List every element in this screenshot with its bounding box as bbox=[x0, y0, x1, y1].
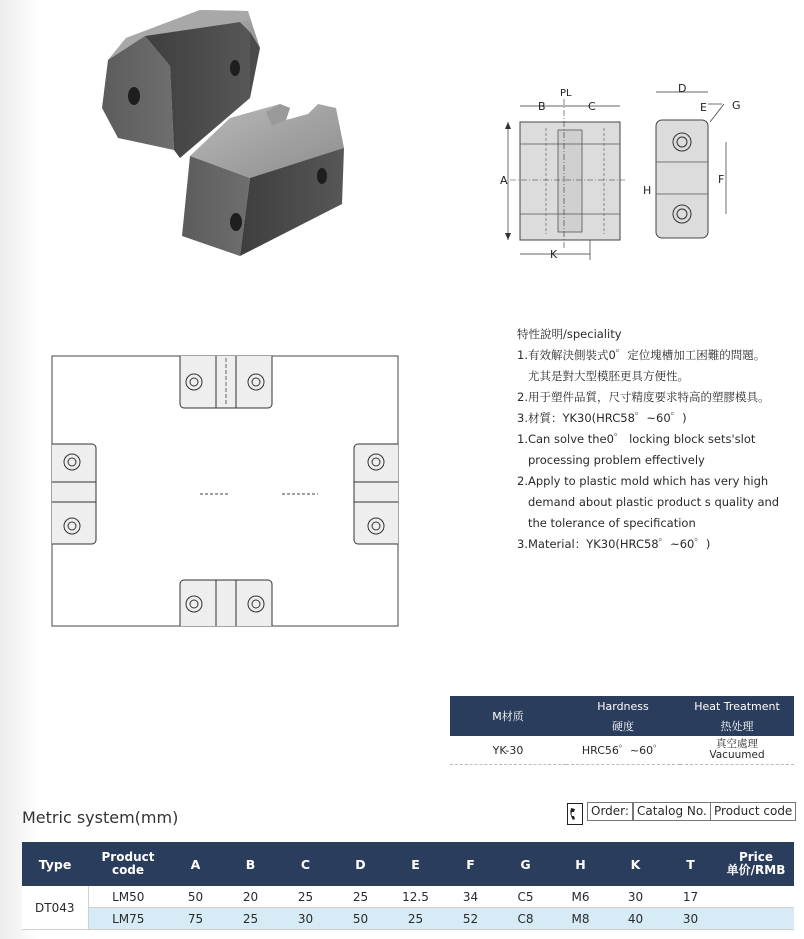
header-k: K bbox=[608, 842, 663, 886]
product-code-cell: LM75 bbox=[88, 908, 168, 930]
c-cell: 25 bbox=[278, 886, 333, 908]
heat-value-en: Vacuumed bbox=[709, 749, 765, 761]
label-k: K bbox=[550, 248, 558, 261]
header-a: A bbox=[168, 842, 223, 886]
heat-value bbox=[680, 736, 794, 765]
phone-icon bbox=[567, 803, 583, 825]
d-cell: 25 bbox=[333, 886, 388, 908]
header-product-code-line2: code bbox=[111, 863, 145, 877]
heat-header: Heat Treatment bbox=[680, 696, 794, 716]
spec-line: demand about plastic product s quality and bbox=[528, 495, 780, 509]
spec-line: 1.Can solve the0゜ locking block sets'slot bbox=[517, 432, 756, 446]
order-label: Order: bbox=[587, 802, 633, 821]
t-cell: 17 bbox=[663, 886, 718, 908]
f-cell: 34 bbox=[443, 886, 498, 908]
header-price-line2: 单价/RMB bbox=[726, 863, 786, 877]
header-type: Type bbox=[22, 842, 88, 886]
header-d: D bbox=[333, 842, 388, 886]
h-cell: M6 bbox=[553, 886, 608, 908]
spec-title: 特性說明/speciality bbox=[517, 327, 622, 341]
mold-layout-drawing bbox=[50, 354, 402, 632]
spec-line: 2.Apply to plastic mold which has very high bbox=[517, 474, 769, 488]
product-code-label: Product code bbox=[710, 802, 796, 821]
c-cell: 30 bbox=[278, 908, 333, 930]
spec-line: 3.材質：YK30(HRC58゜~60゜) bbox=[517, 411, 687, 425]
label-pl: PL bbox=[560, 88, 572, 99]
header-c: C bbox=[278, 842, 333, 886]
g-cell: C5 bbox=[498, 886, 553, 908]
label-b: B bbox=[538, 100, 546, 113]
spec-line: 2.用于塑件品質，尺寸精度要求特高的塑膠模具。 bbox=[517, 390, 770, 404]
a-cell: 50 bbox=[168, 886, 223, 908]
label-c: C bbox=[588, 100, 596, 113]
g-cell: C8 bbox=[498, 908, 553, 930]
side-view-drawing bbox=[640, 82, 760, 252]
label-g: G bbox=[732, 99, 741, 112]
t-cell: 30 bbox=[663, 908, 718, 930]
metric-system-title: Metric system(mm) bbox=[22, 808, 179, 827]
material-value: YK-30 bbox=[450, 736, 566, 765]
product-photo bbox=[90, 8, 360, 263]
k-cell: 40 bbox=[608, 908, 663, 930]
header-g: G bbox=[498, 842, 553, 886]
heat-sub-header: 热处理 bbox=[680, 716, 794, 736]
e-cell: 12.5 bbox=[388, 886, 443, 908]
header-t: T bbox=[663, 842, 718, 886]
header-f: F bbox=[443, 842, 498, 886]
header-product-code bbox=[88, 842, 168, 886]
dimensions-table bbox=[22, 842, 794, 930]
k-cell: 30 bbox=[608, 886, 663, 908]
front-view-drawing bbox=[500, 84, 630, 264]
spec-line: processing problem effectively bbox=[528, 453, 705, 467]
d-cell: 50 bbox=[333, 908, 388, 930]
label-a: A bbox=[500, 174, 508, 187]
type-cell: DT043 bbox=[22, 886, 88, 930]
catalog-no-label: Catalog No. bbox=[633, 802, 711, 821]
h-cell: M8 bbox=[553, 908, 608, 930]
price-cell bbox=[718, 886, 794, 908]
b-cell: 25 bbox=[223, 908, 278, 930]
hardness-header: Hardness bbox=[566, 696, 680, 716]
f-cell: 52 bbox=[443, 908, 498, 930]
label-d: D bbox=[678, 82, 687, 95]
label-f: F bbox=[718, 173, 725, 186]
hardness-value: HRC56゜~60゜ bbox=[566, 736, 680, 765]
a-cell: 75 bbox=[168, 908, 223, 930]
material-table bbox=[450, 696, 794, 765]
heat-value-cn: 真空處理 bbox=[716, 738, 758, 750]
speciality-section bbox=[517, 324, 802, 555]
label-e: E bbox=[700, 101, 707, 114]
table-row bbox=[22, 908, 794, 930]
label-h: H bbox=[643, 184, 652, 197]
header-product-code-line1: Product bbox=[101, 850, 155, 864]
e-cell: 25 bbox=[388, 908, 443, 930]
header-e: E bbox=[388, 842, 443, 886]
table-header-row bbox=[22, 842, 794, 886]
page-background bbox=[0, 0, 40, 939]
header-b: B bbox=[223, 842, 278, 886]
material-header: M材质 bbox=[450, 696, 566, 736]
table-row bbox=[22, 886, 794, 908]
header-price bbox=[718, 842, 794, 886]
header-price-line1: Price bbox=[738, 850, 774, 864]
header-h: H bbox=[553, 842, 608, 886]
hardness-sub-header: 硬度 bbox=[566, 716, 680, 736]
price-cell bbox=[718, 908, 794, 930]
b-cell: 20 bbox=[223, 886, 278, 908]
spec-line: the tolerance of specification bbox=[528, 516, 696, 530]
spec-line: 1.有效解決側裝式0゜定位塊槽加工困難的問題。 bbox=[517, 348, 766, 362]
spec-line: 尤其是對大型模胚更具方便性。 bbox=[528, 369, 689, 383]
product-code-cell: LM50 bbox=[88, 886, 168, 908]
spec-line: 3.Material：YK30(HRC58゜~60゜) bbox=[517, 537, 711, 551]
